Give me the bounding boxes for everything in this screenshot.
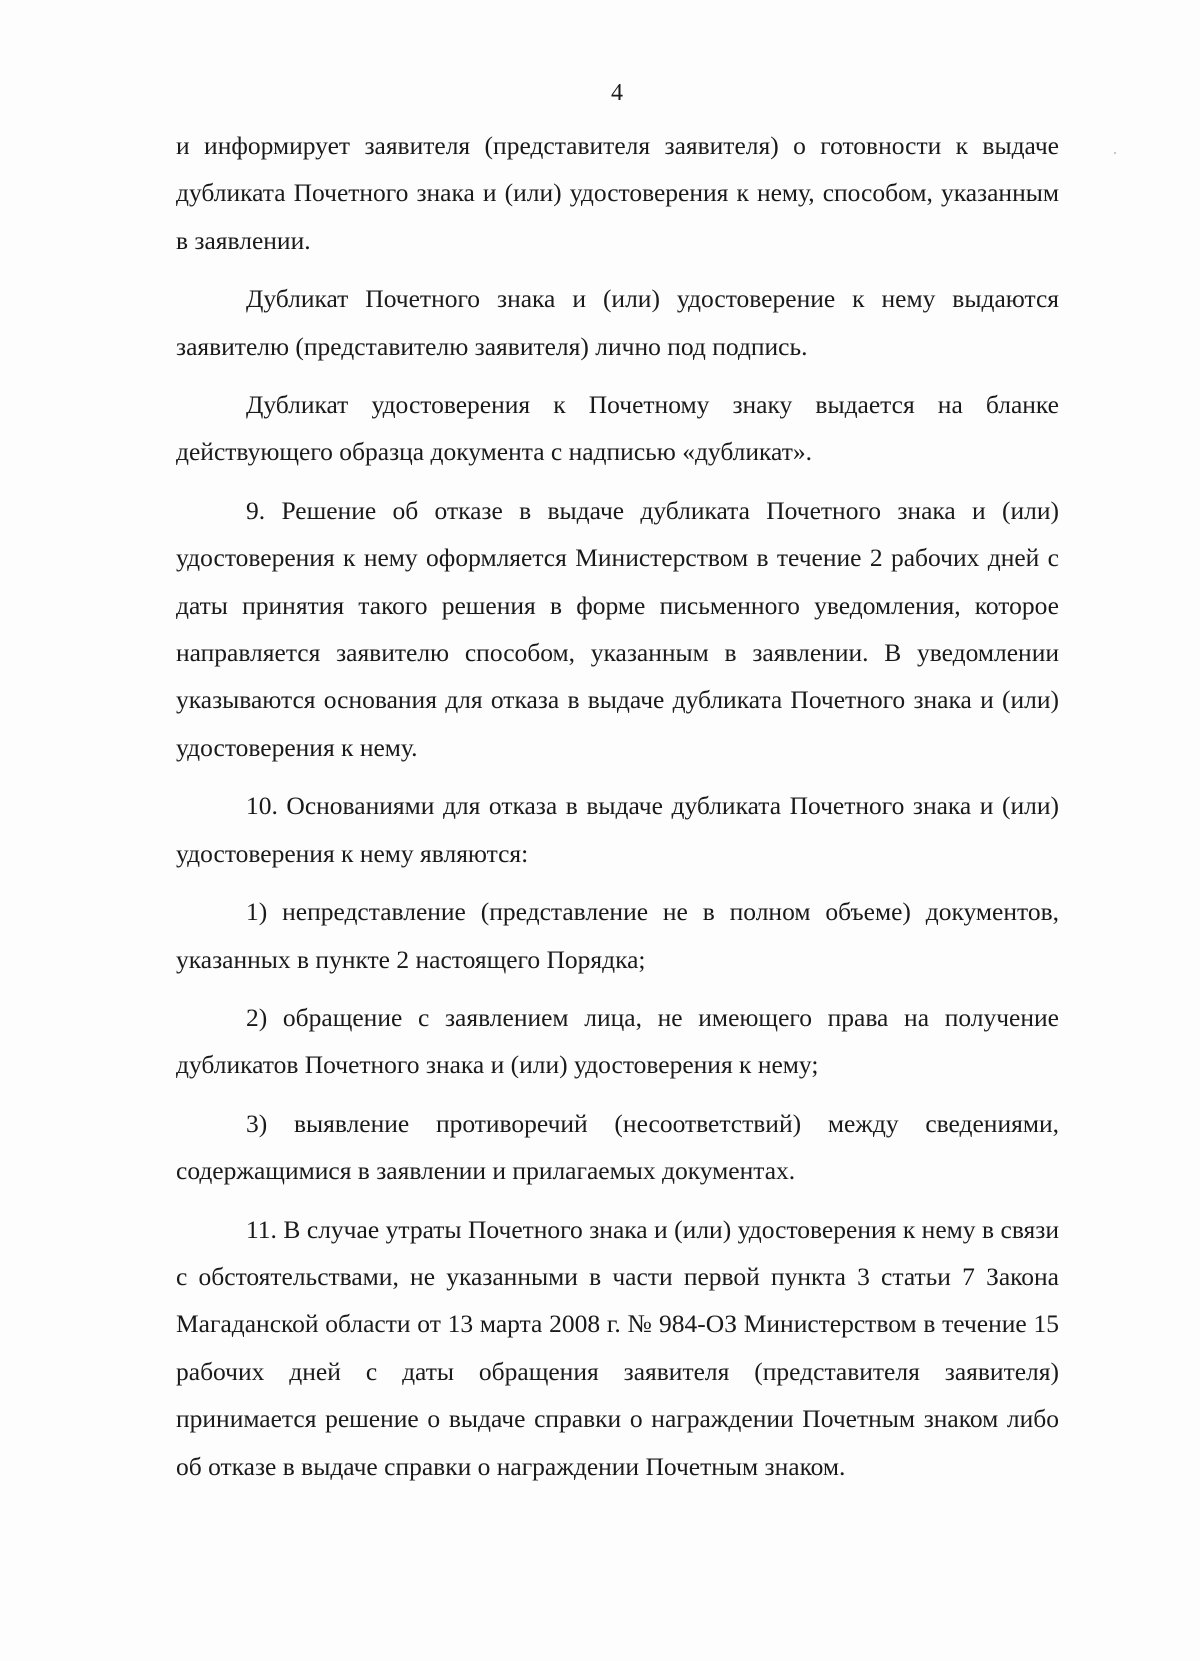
paragraph-item-10: 10. Основаниями для отказа в выдаче дубликата Почетного знака и (или) удостоверения к нему являются: — [176, 791, 1059, 868]
paragraph-subitem-3: 3) выявление противоречий (несоответствий) между сведениями, содержащимися в заявлении и прилагаемых документах. — [176, 1108, 1059, 1186]
page-number: 4 — [611, 80, 623, 106]
paragraph-item-11: 11. В случае утраты Почетного знака и (или) удостоверения к нему в связи с обстоятельствами, не указанными в части первой пункта 3 статьи 7 Закона Магаданской области от 13 марта 2008 г. № 984-ОЗ Министерством в течение 15 рабочих дней с даты обращения заявителя (представителя заявителя) принимается решение о выдаче справки о награждении Почетным знаком либо об отказе в выдаче справки о награждении Почетным знаком. — [176, 1214, 1059, 1481]
paragraph-item-9: 9. Решение об отказе в выдаче дубликата Почетного знака и (или) удостоверения к нему оформляется Министерством в течение 2 рабочих дней с даты принятия такого решения в форме письменного уведомления, которое направляется заявителю способом, указанным в заявлении. В уведомлении указываются основания для отказа в выдаче дубликата Почетного знака и (или) удостоверения к нему. — [176, 495, 1059, 762]
document-body — [176, 122, 1059, 1501]
paragraph-subitem-1: 1) непредставление (представление не в полном объеме) документов, указанных в пункте 2 настоящего Порядка; — [176, 897, 1059, 974]
paragraph-duplicate-issuance: Дубликат Почетного знака и (или) удостоверение к нему выдаются заявителю (представителю заявителя) лично под подпись. — [176, 284, 1059, 361]
paragraph-continuation: и информирует заявителя (представителя заявителя) о готовности к выдаче дубликата Почетного знака и (или) удостоверения к нему, способом, указанным в заявлении. — [176, 131, 1059, 255]
paragraph-duplicate-certificate-form: Дубликат удостоверения к Почетному знаку выдается на бланке действующего образца документа с надписью «дубликат». — [176, 390, 1059, 467]
paragraph-subitem-2: 2) обращение с заявлением лица, не имеющего права на получение дубликатов Почетного знака и (или) удостоверения к нему; — [176, 1002, 1059, 1080]
scan-speck — [1114, 152, 1116, 154]
